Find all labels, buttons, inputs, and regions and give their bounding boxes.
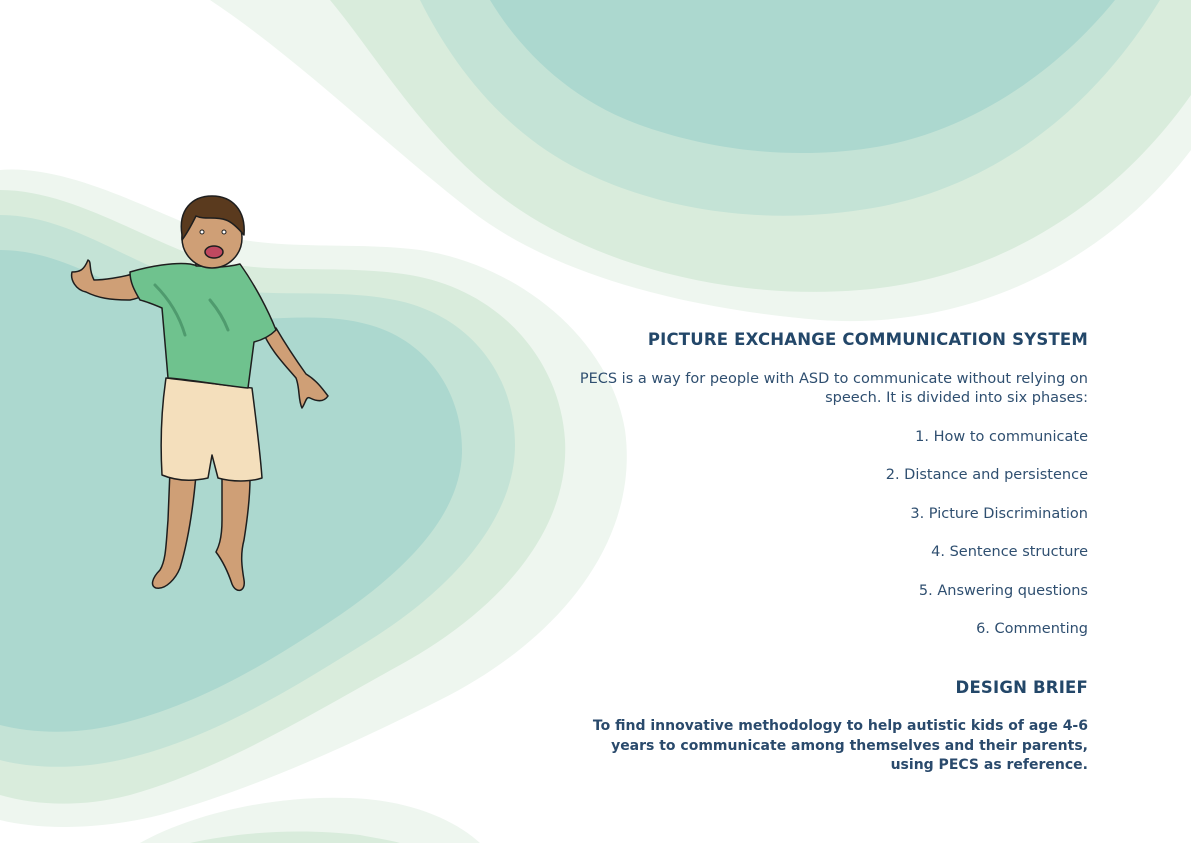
eye-right <box>222 230 226 234</box>
eye-left <box>200 230 204 234</box>
mouth <box>205 246 223 258</box>
phase-item: 3. Picture Discrimination <box>910 505 1088 522</box>
phase-item: 6. Commenting <box>976 621 1088 637</box>
pecs-heading: PICTURE EXCHANGE COMMUNICATION SYSTEM <box>647 330 1088 349</box>
design-brief-heading: DESIGN BRIEF <box>955 678 1088 697</box>
text-column <box>568 330 1088 776</box>
pecs-intro: PECS is a way for people with ASD to communicate without relying on speech. It is divided into six phases: <box>579 371 1088 406</box>
design-brief-text: To find innovative methodology to help autistic kids of age 4-6 years to communicate among themselves and their parents, using PECS as reference. <box>592 718 1088 773</box>
phase-item: 5. Answering questions <box>918 582 1088 599</box>
phase-list <box>568 428 1088 640</box>
phase-item: 2. Distance and persistence <box>885 467 1088 483</box>
phase-item: 4. Sentence structure <box>931 544 1088 560</box>
phase-item: 1. How to communicate <box>915 428 1088 445</box>
